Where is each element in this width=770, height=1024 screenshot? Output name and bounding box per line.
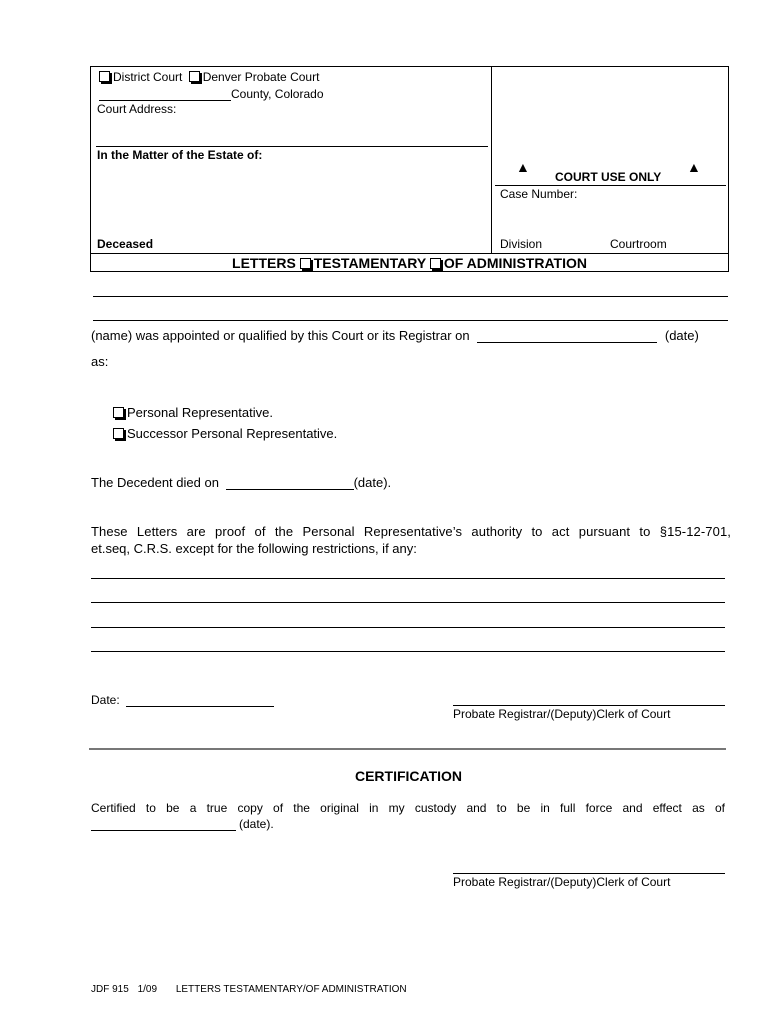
court-use-divider — [495, 185, 726, 186]
denver-probate-court-checkbox[interactable] — [189, 71, 200, 82]
option-successor — [113, 426, 337, 441]
successor-checkbox[interactable] — [113, 428, 124, 439]
estate-of-label: In the Matter of the Estate of: — [97, 148, 263, 162]
title-testamentary: TESTAMENTARY — [313, 255, 426, 271]
name-line-2[interactable] — [93, 320, 728, 321]
court-type-row — [99, 70, 319, 84]
certification-signature-line[interactable] — [453, 873, 725, 874]
option-personal-representative — [113, 405, 273, 420]
registrar-signature-caption: Probate Registrar/(Deputy)Clerk of Court — [453, 707, 671, 721]
caption-title-divider — [90, 253, 729, 254]
title-of-administration: OF ADMINISTRATION — [443, 255, 587, 271]
county-row — [99, 87, 324, 101]
successor-label: Successor Personal Representative. — [127, 426, 338, 441]
death-date-blank[interactable] — [226, 475, 354, 490]
restriction-line-3[interactable] — [91, 627, 725, 628]
certification-signature-caption: Probate Registrar/(Deputy)Clerk of Court — [453, 875, 671, 889]
certification-date-blank[interactable] — [91, 817, 236, 831]
courtroom-label: Courtroom — [610, 237, 667, 251]
certification-date-row — [91, 817, 274, 831]
date-label: Date: — [91, 693, 120, 707]
title-letters: LETTERS — [232, 255, 296, 271]
certification-heading: CERTIFICATION — [354, 768, 463, 784]
decedent-died-text: The Decedent died on — [91, 475, 219, 490]
footer-form-title: LETTERS TESTAMENTARY/OF ADMINISTRATION — [175, 984, 407, 995]
personal-representative-label: Personal Representative. — [127, 405, 273, 420]
name-line-1[interactable] — [93, 296, 728, 297]
personal-representative-checkbox[interactable] — [113, 407, 124, 418]
appointed-row — [91, 328, 699, 343]
denver-probate-court-label: Denver Probate Court — [202, 70, 320, 84]
division-label: Division — [500, 237, 543, 251]
county-blank[interactable] — [99, 87, 231, 101]
appointed-date-suffix: (date) — [664, 328, 699, 343]
court-address-line — [96, 146, 488, 147]
district-court-checkbox[interactable] — [99, 71, 110, 82]
restriction-line-4[interactable] — [91, 651, 725, 652]
court-address-label: Court Address: — [97, 102, 177, 116]
as-label: as: — [91, 354, 109, 369]
court-use-only-label: COURT USE ONLY — [555, 170, 662, 184]
certification-text-line-1: Certified to be a true copy of the original in my custody and to be in full force and effect as of — [91, 801, 725, 815]
testamentary-checkbox[interactable] — [300, 258, 311, 269]
appointment-date-blank[interactable] — [477, 328, 657, 343]
decedent-died-row — [91, 475, 391, 490]
administration-checkbox[interactable] — [430, 258, 441, 269]
footer — [91, 984, 407, 995]
decedent-date-suffix: (date). — [353, 475, 392, 490]
certification-date-suffix: (date). — [239, 817, 274, 831]
deceased-label: Deceased — [97, 237, 154, 251]
arrow-up-icon: ▲ — [516, 159, 530, 175]
caption-vertical-divider — [491, 66, 492, 253]
restriction-line-1[interactable] — [91, 578, 725, 579]
section-divider — [89, 748, 726, 750]
footer-revision: 1/09 — [137, 984, 158, 995]
date-blank[interactable] — [126, 693, 274, 707]
form-title — [90, 255, 729, 271]
letters-proof-line-2: et.seq, C.R.S. except for the following restrictions, if any: — [91, 541, 417, 556]
restriction-line-2[interactable] — [91, 602, 725, 603]
district-court-label: District Court — [113, 70, 183, 84]
case-number-label: Case Number: — [500, 187, 578, 201]
county-label: County, Colorado — [231, 87, 324, 101]
arrow-up-icon: ▲ — [687, 159, 701, 175]
footer-form-id: JDF 915 — [91, 984, 129, 995]
registrar-signature-line[interactable] — [453, 705, 725, 706]
appointed-text: (name) was appointed or qualified by this Court or its Registrar on — [91, 328, 470, 343]
date-row — [91, 693, 274, 707]
letters-proof-line-1: These Letters are proof of the Personal Representative’s authority to act pursuant to §15-12-701, — [91, 524, 731, 539]
